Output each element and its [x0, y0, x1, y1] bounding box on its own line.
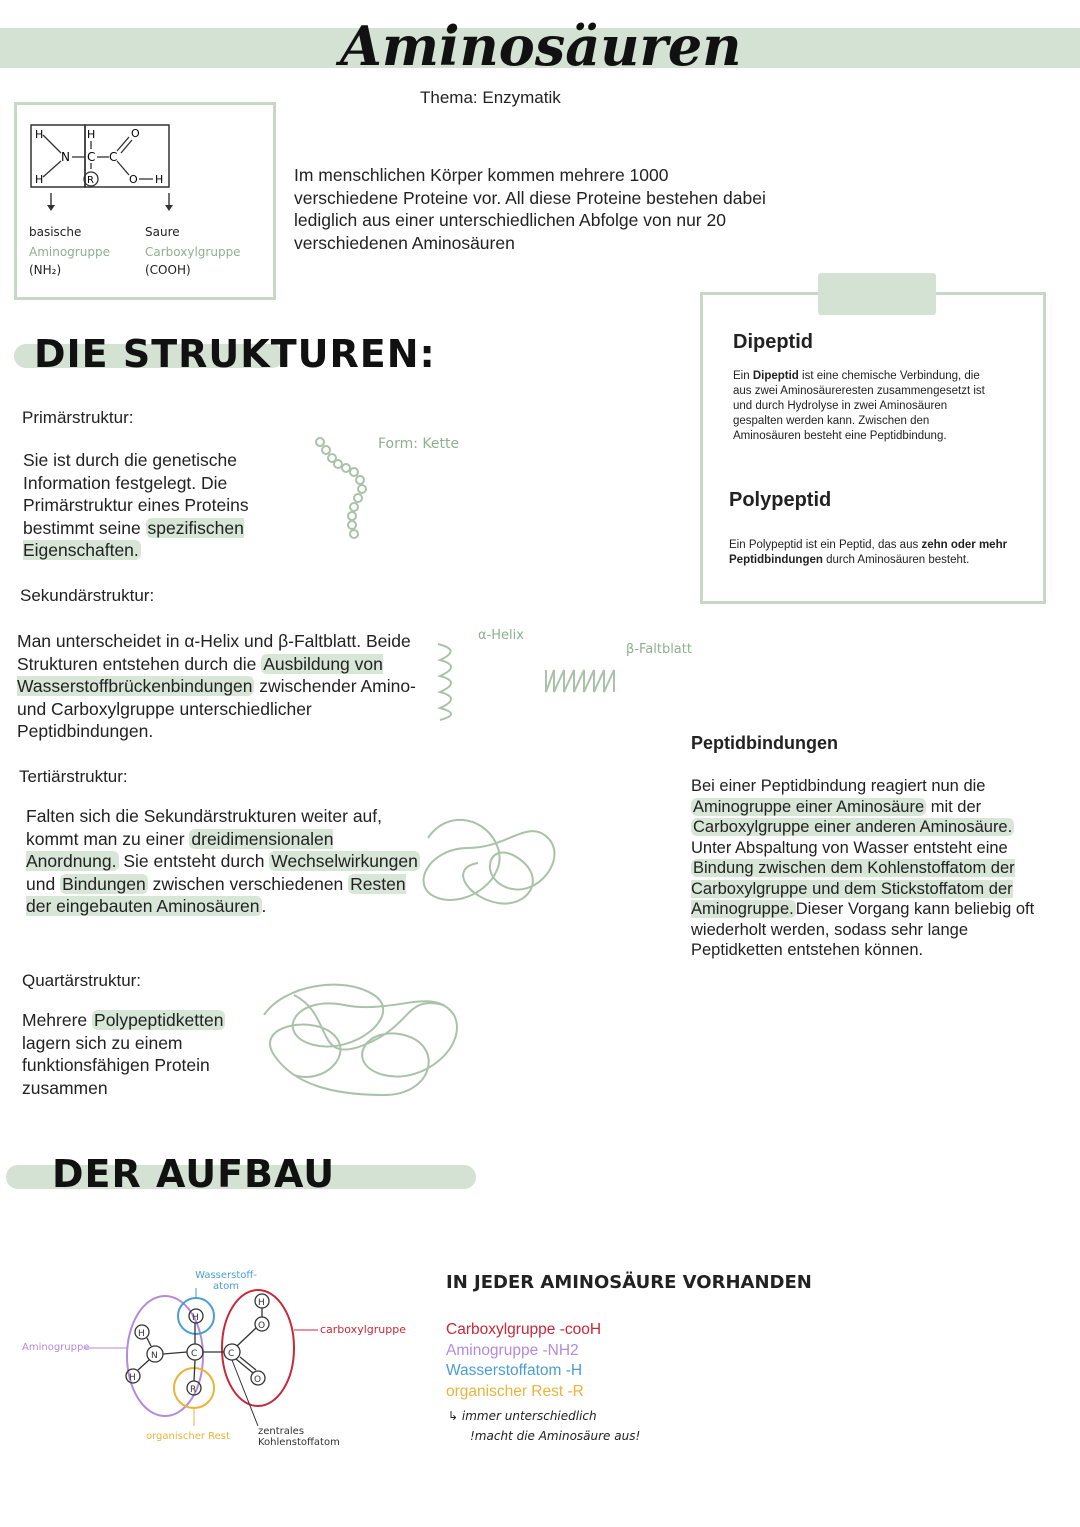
aminoacid-skeletal-formula [17, 105, 273, 215]
peptid-text-b: mit der [926, 797, 982, 816]
peptid-highlight-1: Aminogruppe einer Aminosäure [693, 797, 925, 816]
svg-text:N: N [61, 150, 70, 164]
sheet-illustration [542, 664, 632, 704]
tertiaer-label: Tertiärstruktur: [19, 767, 128, 786]
sekundaer-text-a: Man unterscheidet in α-Helix und β-Faltblatt. Beide Strukturen entstehen durch die [17, 631, 411, 674]
peptid-text-c: Unter Abspaltung von Wasser entsteht eine [691, 838, 1008, 857]
dipeptid-text [733, 369, 998, 444]
sekundaer-text-highlight: Ausbildung von Wasserstoffbrückenbindungen [17, 653, 383, 696]
tertiaer-highlight-1: dreidimensionalen Anordnung. [26, 828, 334, 871]
diagram-label-rest: organischer Rest [146, 1431, 230, 1442]
primaer-text-highlight: spezifischen Eigenschaften. [23, 517, 244, 560]
carboxyl-label-group: Carboxylgruppe [145, 245, 241, 259]
diagram-label-carboxyl: carboxylgruppe [320, 1323, 406, 1336]
page-title: Aminosäuren [340, 14, 742, 78]
sheet-annotation: β-Faltblatt [626, 642, 692, 657]
tertiaer-highlight-3: Bindungen [62, 873, 146, 894]
polypeptid-text-b: durch Aminosäuren besteht. [822, 554, 970, 566]
primaer-text-a: Sie ist durch die genetische Information festgelegt. Die Primärstruktur eines Proteins bestimmt seine [23, 450, 249, 538]
amino-label-group: Aminogruppe [29, 245, 110, 259]
peptid-highlight-3: Bindung zwischen dem Kohlenstoffatom der Carboxylgruppe und dem Stickstoffatom der Aminogruppe. [691, 859, 1015, 918]
peptidbindungen-text [691, 776, 1043, 961]
arrow-return-icon: ↳ [448, 1409, 459, 1423]
sekundaer-label: Sekundärstruktur: [20, 586, 155, 605]
quartaer-label: Quartärstruktur: [22, 971, 142, 990]
quartaer-text-a: Mehrere [22, 1010, 93, 1030]
svg-text:O: O [258, 1321, 266, 1331]
polypeptid-text-a: Ein Polypeptid ist ein Peptid, das aus [729, 539, 922, 551]
list-item [446, 1361, 601, 1382]
tertiaer-text-c: und [26, 873, 61, 894]
quartaer-text [22, 1009, 247, 1099]
tertiaer-highlight-4: Resten der eingebauten Aminosäuren [26, 873, 406, 916]
polypeptid-title: Polypeptid [729, 489, 832, 511]
svg-text:O: O [131, 127, 140, 140]
svg-text:C: C [87, 150, 96, 164]
intro-text: Im menschlichen Körper kommen mehrere 1000 verschiedene Proteine vor. All diese Proteine bestehen dabei lediglich aus einer unterschiedlichen Abfolge von nur 20 verschiedenen Aminosäuren [294, 165, 766, 253]
aufbau-heading: DER AUFBAU [52, 1152, 336, 1196]
helix-annotation: α-Helix [478, 628, 524, 643]
diagram-label-amino: Aminogruppe [22, 1342, 90, 1353]
list-item [446, 1382, 601, 1403]
tertiaer-text-a: Falten sich die Sekundärstrukturen weiter auf, kommt man zu einer [26, 806, 383, 849]
peptide-card-tab [818, 273, 936, 315]
tertiary-illustration [408, 808, 568, 918]
dipeptid-title: Dipeptid [733, 331, 813, 353]
svg-text:C: C [109, 150, 118, 164]
svg-text:O: O [254, 1375, 262, 1385]
dipeptid-text-bold: Dipeptid [752, 370, 799, 382]
aufbau-component-list [446, 1320, 601, 1402]
peptide-card [700, 292, 1046, 604]
amino-label-formula: (NH₂) [29, 263, 62, 277]
svg-text:H: H [138, 1329, 145, 1339]
tertiaer-text-e: . [261, 896, 267, 916]
primaer-label: Primärstruktur: [22, 408, 134, 427]
peptidbindungen-title: Peptidbindungen [691, 733, 838, 753]
quartaer-highlight: Polypeptidketten [94, 1010, 224, 1030]
svg-text:H: H [129, 1373, 136, 1383]
aufbau-note-1-text: immer unterschiedlich [461, 1409, 597, 1423]
sekundaer-text-b: zwischender Amino- und Carboxylgruppe unterschiedlicher Peptidbindungen. [17, 676, 416, 741]
svg-text:H: H [87, 128, 96, 141]
chain-annotation: Form: Kette [378, 436, 460, 452]
amino-label-basic: basische [29, 225, 82, 239]
svg-text:H: H [35, 173, 44, 186]
dipeptid-text-b: ist eine chemische Verbindung, die aus zwei Aminosäureresten zusammengesetzt ist und durch Hydrolyse in zwei Aminosäuren gespalten werden kann. Zwischen den Aminosäuren besteht eine Peptidbindung. [733, 370, 985, 442]
carboxyl-label-acid: Saure [145, 225, 180, 239]
list-item [446, 1320, 601, 1341]
dipeptid-text-a: Ein [733, 370, 753, 382]
primaer-text [23, 449, 285, 562]
svg-text:H: H [192, 1313, 199, 1323]
polypeptid-text-bold: zehn oder mehr Peptidbindungen [729, 539, 1008, 566]
peptid-text-d: Dieser Vorgang kann beliebig oft wiederholt werden, sodass sehr lange Peptidketten entstehen können. [691, 900, 1035, 959]
aminoacid-structure-box [14, 102, 276, 300]
diagram-label-central: zentrales Kohlenstoffatom [258, 1426, 340, 1448]
sekundaer-text [17, 630, 417, 743]
component-carboxyl: Carboxylgruppe -cooH [446, 1321, 602, 1338]
component-amino: Aminogruppe -NH2 [446, 1341, 579, 1359]
carboxyl-label-formula: (COOH) [145, 263, 191, 277]
tertiaer-text [26, 805, 422, 918]
quartaer-text-b: lagern sich zu einem funktionsfähigen Protein zusammen [22, 1032, 210, 1098]
aufbau-note-2: !macht die Aminosäure aus! [470, 1429, 641, 1443]
list-item [446, 1341, 601, 1362]
aufbau-list-heading: IN JEDER AMINOSÄURE VORHANDEN [446, 1272, 812, 1293]
aufbau-note-1 [448, 1409, 597, 1423]
page-subtitle: Thema: Enzymatik [420, 88, 561, 107]
diagram-label-hydrogen: Wasserstoff-atom [195, 1270, 257, 1292]
polypeptid-text [729, 538, 1037, 568]
svg-text:R: R [190, 1385, 197, 1395]
svg-text:H: H [35, 128, 44, 141]
svg-text:O: O [129, 173, 138, 186]
quaternary-illustration [254, 975, 474, 1105]
component-rest: organischer Rest -R [446, 1382, 584, 1400]
strukturen-heading: DIE STRUKTUREN: [34, 332, 436, 376]
svg-text:C: C [191, 1349, 198, 1359]
svg-text:C: C [228, 1349, 235, 1359]
svg-text:H: H [155, 173, 164, 186]
peptid-highlight-2: Carboxylgruppe einer anderen Aminosäure. [693, 818, 1013, 836]
svg-text:N: N [151, 1351, 158, 1361]
helix-illustration [432, 636, 472, 726]
peptid-text-a: Bei einer Peptidbindung reagiert nun die [691, 777, 986, 795]
component-hydrogen: Wasserstoffatom -H [446, 1362, 583, 1379]
tertiaer-text-b: Sie entsteht durch [118, 851, 270, 871]
svg-text:R: R [87, 175, 94, 186]
tertiaer-text-d: zwischen verschiedenen [147, 873, 349, 894]
tertiaer-highlight-2: Wechselwirkungen [271, 851, 418, 871]
svg-text:H: H [258, 1298, 265, 1308]
